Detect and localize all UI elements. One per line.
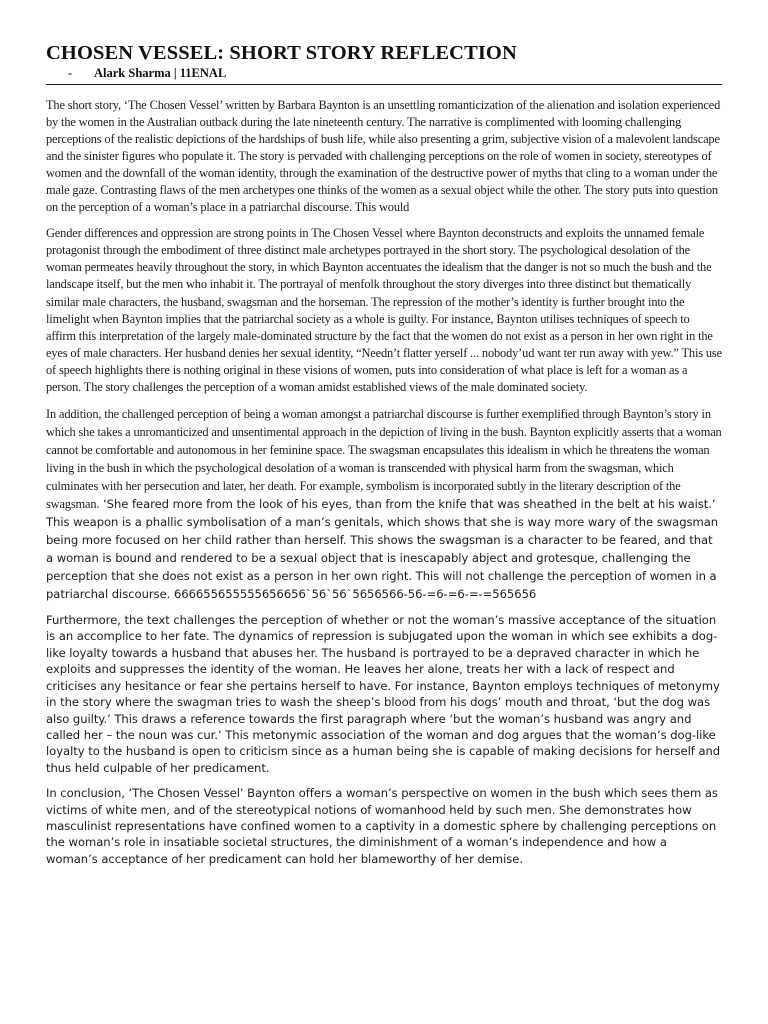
document-body [46,97,722,867]
paragraph-swagsman [46,405,722,603]
paragraph-conclusion: In conclusion, ‘The Chosen Vessel’ Baynton offers a woman’s perspective on women in the bush which sees them as victims of white men, and of the stereotypical notions of womanhood held by such men. She demonstrates how masculinist representations have confined women to a captivity in a domestic sphere by challenging perceptions on the woman’s role in insatiable societal structures, the diminishment of a woman’s independence and how a woman’s acceptance of her predicament can hold her blameworthy of her demise. [46,786,718,866]
title-divider [46,84,722,85]
author-name-class: Alark Sharma | 11ENAL [94,66,227,80]
byline-dash: - [68,66,73,80]
paragraph-acceptance: Furthermore, the text challenges the perception of whether or not the woman’s massive acceptance of the situation is an accomplice to her fate. The dynamics of repression is subjugated upon the woman in which see exhibits a dog-like loyalty towards a husband that abuses her. The husband is portrayed to be a depraved character in which he exploits and suppresses the identity of the woman. He leaves her alone, treats her with a lack of respect and criticises any hesitance or fear she pertains herself to have. For instance, Baynton employs techniques of metonymy in the story where the swagman tries to wash the sheep’s blood from his dogs’ mouth and throat, ‘but the dog was also guilty.’ This draws a reference towards the first paragraph where ‘but the woman’s husband was angry and called her – the noun was cur.’ This metonymic association of the woman and dog argues that the woman’s dog-like loyalty to the husband is open to criticism since as a human being she is capable of making decisions for herself and thus held culpable of her predicament. [46,613,721,775]
paragraph-swagsman-sans-text: ‘She feared more from the look of his eyes, than from the knife that was sheathed in the belt at his waist.’ This weapon is a phallic symbolisation of a man’s genitals, which shows that she is way more wary of the swagsman being more focused on her child rather than herself. This shows the swagsman is a character to be feared, and that a woman is bound and rendered to be a sexual object that is inescapably abject and grotesque, challenging the perception that she does not exist as a person in her own right. This will not challenge the perception of women in a patriarchal discourse. 666655655555656656`56`56`5656566-56-=6-=6-=-=565656 [46,497,719,602]
paragraph-gender-oppression: Gender differences and oppression are strong points in The Chosen Vessel where Baynton deconstructs and exploits the unnamed female protagonist through the embodiment of three distinct male archetypes portrayed in the short story. The psychological desolation of the woman permeates heavily throughout the story, in which Baynton accentuates the idealism that the danger is not so much the bush and the landscape itself, but the men who inhabit it. The portrayal of menfolk throughout the story diverges into three distinct but thematically similar male characters, the husband, swagsman and the horseman. The repression of the mother’s identity is further brought into the limelight when Baynton implies that the patriarchal society as a whole is guilty. For instance, Baynton utilises techniques of speech to affirm this interpretation of the largely male-dominated structure by the fact that the women do not exist as a person in her own right in the eyes of male characters. Her husband denies her sexual identity, “Needn’t flatter yerself ... nobody’ud want ter run away with yew.” This use of speech highlights there is nothing original in these visions of women, puts into consideration of what place is left for a woman as a person. The story challenges the perception of a woman amidst established views of the male dominated society. [46,226,722,394]
author-byline [46,65,722,81]
paragraph-introduction: The short story, ‘The Chosen Vessel’ written by Barbara Baynton is an unsettling romanticization of the alienation and isolation experienced by the women in the Australian outback during the late nineteenth century. The narrative is complimented with looming challenging perceptions of the realistic depictions of the hardships of bush life, while also presenting a grim, subjective vision of a malevolent landscape and the sinister figures who populate it. The story is pervaded with challenging perceptions on the role of women in society, stereotypes of women and the downfall of the woman identity, through the examination of the destructive power of myths that cling to a woman under the male gaze. Contrasting flaws of the men archetypes one thinks of the women as a sexual object while the other. The story puts into question on the perception of a woman’s place in a patriarchal discourse. This would [46,98,721,215]
document-title: CHOSEN VESSEL: SHORT STORY REFLECTION [46,42,517,64]
paragraph-swagsman-serif-text: In addition, the challenged perception of being a woman amongst a patriarchal discourse is further exemplified through Baynton’s story in which she takes a unromanticized and unsentimental approach in the depiction of living in the bush. Baynton explicitly asserts that a woman cannot be comfortable and autonomous in her feminine space. The swagsman encapsulates this idealism in which he threatens the woman living in the bush in which the psychological desolation of a woman is transcended with physical harm from the swagsman, which culminates with her persecution and later, her death. For example, symbolism is incorporated subtly in the literary description of the swagsman. [46,406,722,512]
